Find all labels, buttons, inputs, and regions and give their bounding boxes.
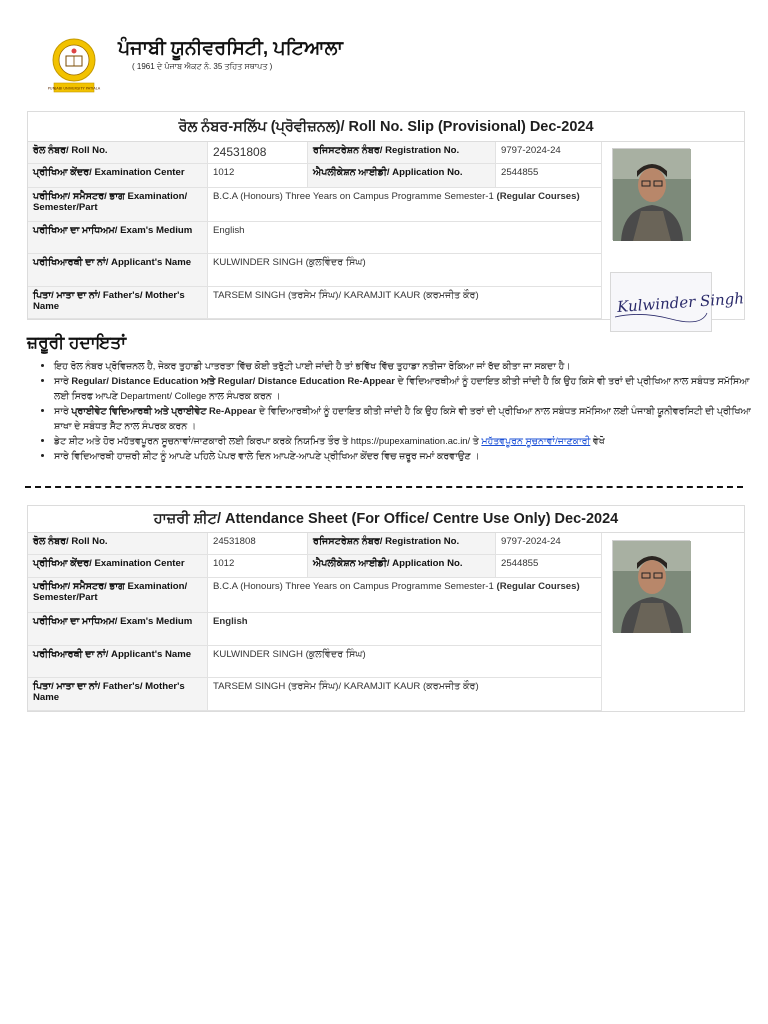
university-subtitle: ( 1961 ਦੇ ਪੰਜਾਬ ਐਕਟ ਨੰ. 35 ਤਹਿਤ ਸਥਾਪਤ ) [132, 62, 273, 71]
roll-slip-grid [28, 142, 744, 319]
instruction-text: ਦੇ ਵਿਦਿਆਰਥੀਆਂ ਨੂੰ ਹਦਾਇਤ ਕੀਤੀ ਜਾਂਦੀ ਹੈ ਕਿ ਉਹ ਕਿਸੇ ਵੀ ਤਰਾਂ ਦੀ ਪ੍ਰੀਖਿਆ ਨਾਲ ਸਬੰਧਤ ਸਮੱਸਿਆ ਲਈ ਸਿਰਫ ਆਪਣੇ Department/ College ਨਾਲ ਸੰਪਰਕ ਕਰਨ । [54, 375, 750, 401]
signature-text: Kulwinder Singh [616, 289, 745, 317]
logo-text: PUNJABI UNIVERSITY PATIALA [47, 86, 101, 91]
center-label: ਪ੍ਰੀਖਿਆ ਕੇਂਦਰ/ Examination Center [28, 555, 208, 577]
parent-name-label: ਪਿਤਾ/ ਮਾਤਾ ਦਾ ਨਾਂ/ Father's/ Mother's Name [28, 678, 208, 710]
important-notices-link[interactable]: ਮਹੱਤਵਪੂਰਨ ਸੂਚਨਾਵਾਂ/ਜਾਣਕਾਰੀ [481, 435, 591, 446]
page-header [47, 36, 452, 98]
instructions-list [40, 358, 754, 463]
instruction-bold: ਪ੍ਰਾਈਵੇਟ ਵਿਦਿਆਰਥੀ ਅਤੇ ਪ੍ਰਾਈਵੇਟ Re-Appear [71, 405, 257, 416]
row-roll [28, 142, 601, 164]
exam-value-bold: (Regular Courses) [496, 191, 580, 202]
applicant-name-label: ਪਰੀਖਿਆਰਥੀ ਦਾ ਨਾਂ/ Applicant's Name [28, 254, 208, 286]
instruction-item [54, 358, 754, 373]
row-center [28, 555, 601, 578]
row-medium [28, 222, 601, 254]
university-name: ਪੰਜਾਬੀ ਯੂਨੀਵਰਸਿਟੀ, ਪਟਿਆਲਾ [118, 38, 343, 59]
signature-image [611, 273, 745, 331]
registration-label: ਰਜਿਸਟਰੇਸ਼ਨ ਨੰਬਰ/ Registration No. [308, 142, 496, 163]
instruction-text: ਵੇਖੋ [592, 435, 605, 446]
exam-value [208, 578, 601, 612]
exam-value [208, 188, 601, 221]
cut-line-divider [25, 486, 743, 488]
exam-label: ਪਰੀਖਿਆ/ ਸਮੈਸਟਰ/ ਭਾਗ Examination/ Semester/Part [28, 578, 208, 612]
row-name [28, 646, 601, 678]
roll-slip-title: ਰੋਲ ਨੰਬਰ-ਸਲਿੱਪ (ਪ੍ਰੋਵੀਜ਼ਨਲ)/ Roll No. Slip (Provisional) Dec-2024 [28, 112, 744, 142]
applicant-photo [612, 148, 690, 240]
attendance-sheet-card [27, 505, 745, 712]
application-label: ਐਪਲੀਕੇਸ਼ਨ ਆਈਡੀ/ Application No. [308, 164, 496, 187]
instruction-bold: Regular/ Distance Education ਅਤੇ Regular/ Distance Education Re-Appear [71, 375, 395, 386]
medium-value: English [213, 225, 245, 236]
center-value: 1012 [208, 164, 308, 187]
application-value: 2544855 [501, 558, 539, 569]
instruction-item [54, 433, 754, 448]
university-logo [47, 36, 101, 96]
instruction-item [54, 448, 754, 463]
exam-label: ਪਰੀਖਿਆ/ ਸਮੈਸਟਰ/ ਭਾਗ Examination/ Semester/Part [28, 188, 208, 221]
row-exam [28, 578, 601, 613]
applicant-signature [610, 272, 745, 332]
applicant-photo-image [613, 541, 691, 633]
center-label: ਪ੍ਰੀਖਿਆ ਕੇਂਦਰ/ Examination Center [28, 164, 208, 187]
attendance-grid [28, 533, 744, 711]
applicant-photo [612, 540, 690, 632]
row-parent [28, 287, 601, 319]
registration-label: ਰਜਿਸਟਰੇਸ਼ਨ ਨੰਬਰ/ Registration No. [308, 533, 496, 554]
instruction-item [54, 373, 754, 403]
exam-value-text: B.C.A (Honours) Three Years on Campus Programme Semester-1 [213, 191, 494, 202]
photo-column [601, 533, 744, 711]
row-roll [28, 533, 601, 555]
parent-name-label: ਪਿਤਾ/ ਮਾਤਾ ਦਾ ਨਾਂ/ Father's/ Mother's Name [28, 287, 208, 318]
medium-label: ਪਰੀਖਿਆ ਦਾ ਮਾਧਿਅਮ/ Exam's Medium [28, 222, 208, 253]
instruction-text: ਇਹ ਰੋਲ ਨੰਬਰ ਪ੍ਰੋਵਿਜ਼ਨਲ ਹੈ, ਜੇਕਰ ਤੁਹਾਡੀ ਪਾਤਰਤਾ ਵਿੱਚ ਕੋਈ ਤਰੁੱਟੀ ਪਾਈ ਜਾਂਦੀ ਹੈ ਤਾਂ ਭਵਿੱਖ ਵਿੱਚ ਤੁਹਾਡਾ ਨਤੀਜਾ ਰੋਕਿਆ ਜਾਂ ਰੱਦ ਕੀਤਾ ਜਾ ਸਕਦਾ ਹੈ। [54, 360, 571, 371]
row-parent [28, 678, 601, 711]
exam-value-bold: (Regular Courses) [496, 581, 580, 592]
instruction-text: ਦੇ ਵਿਦਿਆਰਥੀਆਂ ਨੂੰ ਹਦਾਇਤ ਕੀਤੀ ਜਾਂਦੀ ਹੈ ਕਿ ਉਹ ਕਿਸੇ ਵੀ ਤਰਾਂ ਦੀ ਪ੍ਰੀਖਿਆ ਨਾਲ ਸਬੰਧਤ ਸਮੱਸਿਆ ਲਈ ਪੰਜਾਬੀ ਯੂਨੀਵਰਸਿਟੀ ਦੀ ਪ੍ਰੀਖਿਆ ਸ਼ਾਖਾ ਦੇ ਸਬੰਧਤ ਸੈੱਟ ਨਾਲ ਸੰਪਰਕ ਕਰਨ । [54, 405, 751, 431]
applicant-name-value: KULWINDER SINGH (ਕੁਲਵਿੰਦਰ ਸਿੰਘ) [213, 257, 366, 268]
row-medium [28, 613, 601, 646]
roll-value: 24531808 [208, 142, 308, 163]
medium-value [208, 613, 601, 645]
parent-name-value: TARSEM SINGH (ਤਰਸੇਮ ਸਿੰਘ)/ KARAMJIT KAUR (ਕਰਮਜੀਤ ਕੌਰ) [213, 681, 479, 692]
application-value: 2544855 [501, 167, 539, 178]
photo-column [601, 142, 744, 319]
parent-name-value: TARSEM SINGH (ਤਰਸੇਮ ਸਿੰਘ)/ KARAMJIT KAUR (ਕਰਮਜੀਤ ਕੌਰ) [213, 290, 479, 301]
roll-label: ਰੋਲ ਨੰਬਰ/ Roll No. [28, 142, 208, 163]
instruction-text: ਡੇਟ ਸ਼ੀਟ ਅਤੇ ਹੋਰ ਮਹੱਤਵਪੂਰਨ ਸੂਚਨਾਵਾਂ/ਜਾਣਕਾਰੀ ਲਈ ਕਿਰਪਾ ਕਰਕੇ ਨਿਯਮਿਤ ਤੌਰ ਤੇ https://pupexamination.ac.in/ ਤੇ [54, 435, 479, 446]
attendance-sheet-title: ਹਾਜ਼ਰੀ ਸ਼ੀਟ/ Attendance Sheet (For Office/ Centre Use Only) Dec-2024 [28, 506, 744, 533]
roll-slip-card [27, 111, 745, 320]
registration-value: 9797-2024-24 [501, 536, 561, 547]
instruction-text: ਸਾਰੇ [54, 405, 69, 416]
roll-value: 24531808 [208, 533, 308, 554]
row-exam [28, 188, 601, 222]
medium-value-text: English [213, 616, 248, 627]
instruction-text: ਸਾਰੇ [54, 375, 69, 386]
applicant-photo-image [613, 149, 691, 241]
registration-value: 9797-2024-24 [501, 145, 561, 156]
center-value: 1012 [208, 555, 308, 577]
row-center [28, 164, 601, 188]
instructions-title: ਜ਼ਰੂਰੀ ਹਦਾਇਤਾਂ [27, 333, 127, 352]
roll-label: ਰੋਲ ਨੰਬਰ/ Roll No. [28, 533, 208, 554]
application-label: ਐਪਲੀਕੇਸ਼ਨ ਆਈਡੀ/ Application No. [308, 555, 496, 577]
medium-label: ਪਰੀਖਿਆ ਦਾ ਮਾਧਿਅਮ/ Exam's Medium [28, 613, 208, 645]
instruction-text: ਸਾਰੇ ਵਿਦਿਆਰਥੀ ਹਾਜ਼ਰੀ ਸ਼ੀਟ ਨੂੰ ਆਪਣੇ ਪਹਿਲੇ ਪੇਪਰ ਵਾਲੇ ਦਿਨ ਆਪਣੇ-ਆਪਣੇ ਪ੍ਰੀਖਿਆ ਕੇਂਦਰ ਵਿਚ ਜ਼ਰੂਰ ਜਮਾਂ ਕਰਵਾਉਣ । [54, 450, 480, 461]
instruction-item [54, 403, 754, 433]
row-name [28, 254, 601, 287]
exam-value-text: B.C.A (Honours) Three Years on Campus Programme Semester-1 [213, 581, 494, 592]
applicant-name-label: ਪਰੀਖਿਆਰਥੀ ਦਾ ਨਾਂ/ Applicant's Name [28, 646, 208, 677]
applicant-name-value: KULWINDER SINGH (ਕੁਲਵਿੰਦਰ ਸਿੰਘ) [213, 649, 366, 660]
